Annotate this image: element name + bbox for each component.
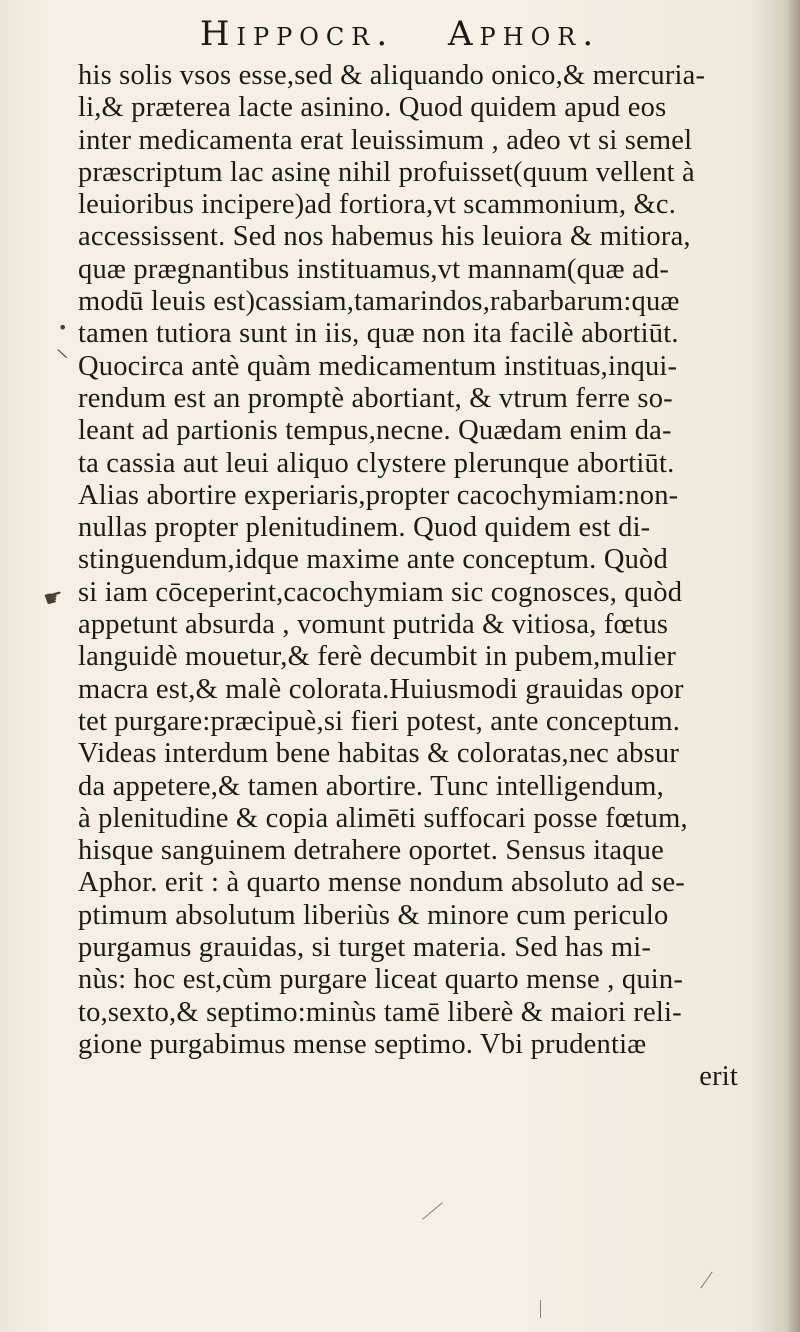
text-line: languidè mouetur,& ferè decumbit in pubem,mulier: [78, 641, 677, 673]
text-line: à plenitudine & copia alimēti suffocari posse fœtum,: [78, 802, 688, 834]
text-line: li,& præterea lacte asinino. Quod quidem apud eos: [78, 92, 667, 124]
margin-tick-mark: \: [56, 345, 69, 363]
text-line: Videas interdum bene habitas & coloratas,nec absur: [78, 738, 680, 770]
text-line: præscriptum lac asinę nihil profuisset(quum vellent à: [78, 156, 695, 188]
text-line: si iam cōceperint,cacochymiam sic cognosces, quòd: [78, 576, 683, 608]
text-line: tamen tutiora sunt in iis, quæ non ita facilè abortiūt.: [78, 318, 679, 350]
text-line: leuioribus incipere)ad fortiora,vt scammonium, &c.: [78, 189, 677, 221]
catchword: erit: [699, 1061, 738, 1093]
text-line: stinguendum,idque maxime ante conceptum. Quòd: [78, 544, 668, 576]
text-line: rendum est an promptè abortiant, & vtrum ferre so-: [78, 382, 673, 414]
running-head-right: Aphor.: [447, 14, 601, 54]
text-line: leant ad partionis tempus,necne. Quædam enim da-: [78, 415, 672, 447]
text-line: to,sexto,& septimo:minùs tamē liberè & maiori reli-: [78, 996, 682, 1028]
text-line: quæ prægnantibus instituamus,vt mannam(quæ ad-: [78, 253, 670, 285]
paper-mark: [700, 1272, 712, 1289]
paper-mark: [540, 1300, 541, 1318]
text-line: nullas propter plenitudinem. Quod quidem est di-: [78, 512, 651, 544]
text-line: ta cassia aut leui aliquo clystere plerunque abortiūt.: [78, 447, 675, 479]
text-line: nùs: hoc est,cùm purgare liceat quarto mense , quin-: [78, 964, 684, 996]
text-line: macra est,& malè colorata.Huiusmodi grauidas opor: [78, 673, 684, 705]
text-line: appetunt absurda , vomunt putrida & vitiosa, fœtus: [78, 609, 669, 641]
text-line: da appetere,& tamen abortire. Tunc intelligendum,: [78, 770, 664, 802]
paper-mark: [422, 1202, 443, 1219]
text-line: Alias abortire experiaris,propter cacochymiam:non-: [78, 479, 679, 511]
text-line: gione purgabimus mense septimo. Vbi prudentiæ: [78, 1028, 647, 1060]
text-line: modū leuis est)cassiam,tamarindos,rabarbarum:quæ: [78, 286, 680, 318]
margin-dot-mark: •: [58, 318, 68, 337]
text-line: inter medicamenta erat leuissimum , adeo vt si semel: [78, 124, 693, 156]
text-line: Quocirca antè quàm medicamentum instituas,inqui-: [78, 350, 678, 382]
text-line: purgamus grauidas, si turget materia. Sed has mi-: [78, 932, 652, 964]
body-text: [78, 60, 778, 1094]
running-head: [0, 14, 800, 54]
running-head-left: Hippocr.: [199, 14, 395, 54]
text-line: ptimum absolutum liberiùs & minore cum periculo: [78, 899, 669, 931]
text-line: his solis vsos esse,sed & aliquando onico,& mercuria-: [78, 60, 706, 91]
margin-manicule-mark: ☛: [41, 583, 67, 614]
text-line: Aphor. erit : à quarto mense nondum absoluto ad se-: [78, 867, 685, 899]
text-line: hisque sanguinem detrahere oportet. Sensus itaque: [78, 835, 664, 867]
page-edge-shadow: [786, 0, 800, 1332]
text-line: tet purgare:præcipuè,si fieri potest, ante conceptum.: [78, 705, 681, 737]
text-line: accessissent. Sed nos habemus his leuiora & mitiora,: [78, 221, 691, 253]
